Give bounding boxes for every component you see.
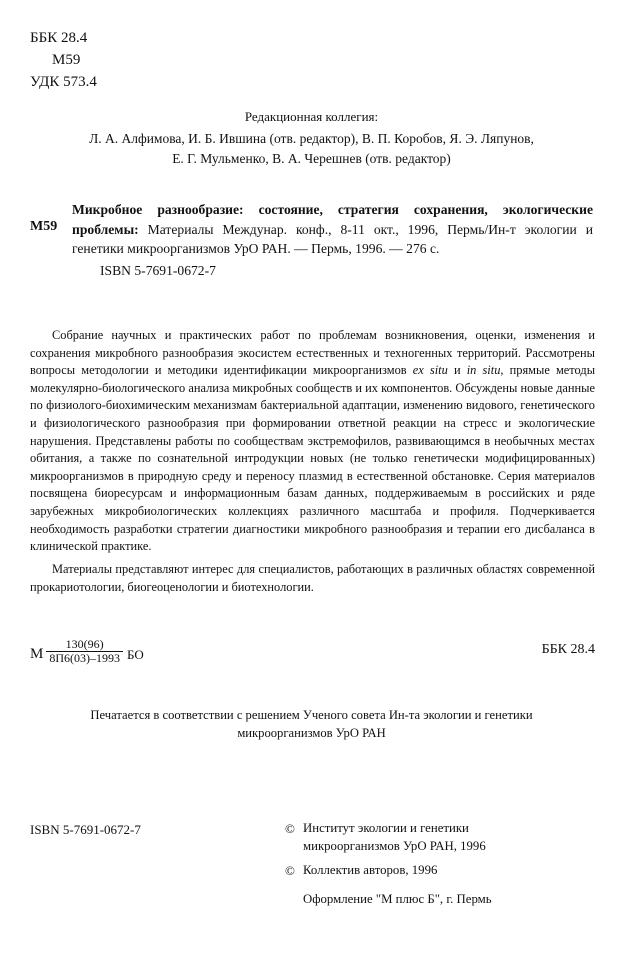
isbn-primary: ISBN 5-7691-0672-7 xyxy=(100,263,216,279)
editorial-board xyxy=(0,107,623,169)
copyright-institute-line-1: Институт экологии и генетики xyxy=(303,821,469,835)
annotation-italic-2: in situ xyxy=(466,363,501,378)
catalog-code-group xyxy=(30,638,144,666)
catalog-code-numerator: 130(96) xyxy=(65,637,104,651)
copyright-institute-line-2: микроорганизмов УрО РАН, 1996 xyxy=(303,838,486,853)
editorial-board-line-2: Е. Г. Мульменко, В. А. Черешнев (отв. редактор) xyxy=(172,150,451,166)
catalog-code-suffix: БО xyxy=(127,646,144,662)
editorial-board-line-1: Л. А. Алфимова, И. Б. Ившина (отв. редактор), В. П. Коробов, Я. Э. Ляпунов, xyxy=(89,130,534,146)
annotation-italic-1: ex situ xyxy=(412,363,448,378)
catalog-code-fraction xyxy=(46,638,123,666)
bbk-code-bottom: ББК 28.4 xyxy=(541,642,595,657)
annotation-part-3: , прямые методы молекулярно-биологического анализа микробных сообществ и их компонентов. Обсуждены новые данные по физиолого-биохимическим механизмам бактериальной адаптации, изменению видового, генетического и физиологического разнообразия при формировании ответной реакции на стресс и экологические нарушения. Представлены работы по сообществам экстремофилов, развивающимся в необычных местах обитания, а также по сознательной интродукции новых (не только генетически модифицированных) микроорганизмов в природную среду и переносу плазмид в естественной обстановке. Серия материалов посвящена биоресурсам и информационным базам данных, поддерживаемым в российских и ряде зарубежных микробиологических коллекциях различного масштаба и профиля. Подчеркивается необходимость разработки стратегии диагностики микробного разнообразия и терапии его дисбаланса в клинической практике. xyxy=(30,363,596,554)
bibliographic-record xyxy=(30,200,593,281)
shelf-code: М59 xyxy=(52,51,81,68)
catalog-code-denominator: 8П6(03)–1993 xyxy=(46,651,123,665)
publication-title: Микробное разнообразие: состояние, стратегия сохранения, экологические проблемы: xyxy=(72,202,593,237)
copyright-icon-2: © xyxy=(285,863,295,879)
annotation-paragraph-1 xyxy=(30,327,595,556)
copyright-authors-text: Коллектив авторов, 1996 xyxy=(303,863,438,878)
copyright-institute-text xyxy=(303,820,595,855)
annotation-text xyxy=(30,327,595,596)
editorial-board-heading: Редакционная коллегия: xyxy=(244,109,379,124)
print-approval-note xyxy=(0,706,623,743)
bbk-code: ББК 28.4 xyxy=(30,30,88,46)
copyright-row-institute xyxy=(285,820,595,855)
copyright-row-authors xyxy=(285,862,595,880)
copyright-block xyxy=(285,820,595,907)
copyright-footer xyxy=(30,820,595,907)
annotation-part-1: Собрание научных и практических работ по проблемам возникновения, оценки, изменения и сохранения микробного разнообразия экосистем естественных и техногенных территорий. Рассмотрены вопросы методологии и методики идентификации микроорганизмов xyxy=(30,328,595,378)
catalog-code-prefix: М xyxy=(30,646,44,663)
design-credit: Оформление "М плюс Б", г. Пермь xyxy=(303,892,492,907)
copyright-icon: © xyxy=(285,821,295,836)
isbn-footer: ISBN 5-7691-0672-7 xyxy=(30,822,141,837)
biblio-description xyxy=(72,200,593,281)
annotation-part-2: и xyxy=(447,363,467,378)
publication-imprint: Материалы Междунар. конф., 8-11 окт., 1996, Пермь/Ин-т экологии и генетики микроорганизмов УрО РАН. — Пермь, 1996. — 276 с. xyxy=(72,221,593,257)
bottom-code-row xyxy=(30,638,595,666)
biblio-shelf-label: М59 xyxy=(30,219,58,234)
print-approval-line-1: Печатается в соответствии с решением Ученого совета Ин-та экологии и генетики xyxy=(90,708,533,722)
udk-code: УДК 573.4 xyxy=(30,73,97,90)
annotation-paragraph-2: Материалы представляют интерес для специалистов, работающих в различных областях современной прокариотологии, биогеоценологии и биотехнологии. xyxy=(30,561,595,594)
classification-codes xyxy=(30,28,97,93)
print-approval-line-2: микроорганизмов УрО РАН xyxy=(237,726,386,741)
